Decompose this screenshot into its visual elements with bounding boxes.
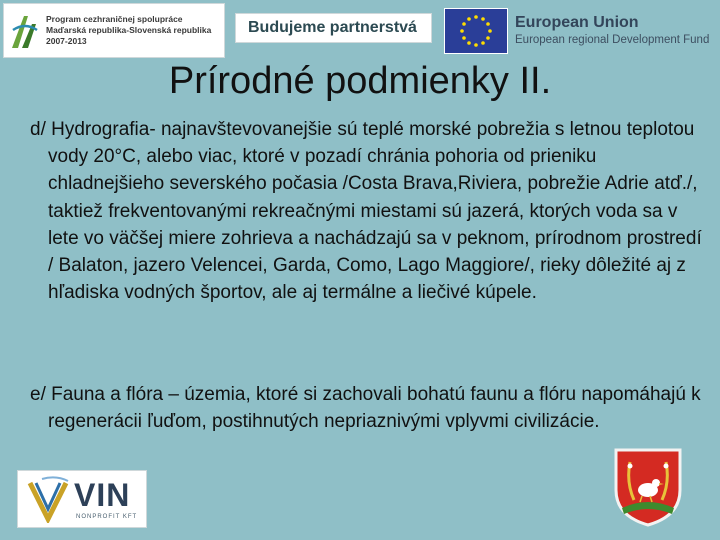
partnership-logo	[235, 13, 432, 43]
paragraph-fauna-flora: e/ Fauna a flóra – územia, ktoré si zachovali bohatú faunu a flóru napomáhajú k regenerácii ľuďom, postihnutých nepriaznivými vplyvmi civilizácie.	[30, 384, 701, 433]
paragraph-hydrography: d/ Hydrografia- najnavštevovanejšie sú teplé morské pobrežia s letnou teplotou vody 20°C, alebo viac, ktoré v pozadí chránia pohoria od prieniku chladnejšieho severského počasia /Costa Brava,Riviera, pobrežie Adrie atď./, taktiež frekventovanými rekreačnými miestami sú jazerá, ktorých voda sa v lete vo väčšej miere zohrieva a nachádzajú sa v peknom, prírodnom prostredí / Balaton, jazero Velencei, Garda, Como, Lago Maggiore/, rieky dôležité aj z hľadiska vodných športov, ale aj termálne a liečivé kúpele.	[30, 119, 702, 304]
vin-logo-word: VIN	[74, 477, 131, 513]
coat-of-arms-icon	[612, 446, 684, 528]
eu-logo-text	[515, 14, 709, 48]
program-logo-text	[46, 14, 211, 47]
vin-emblem-icon	[26, 475, 72, 523]
eu-title: European Union	[515, 14, 639, 31]
eu-subtitle: European regional Development Fund	[515, 34, 710, 46]
program-logo	[3, 3, 225, 58]
slide-title: Prírodné podmienky II.	[168, 60, 552, 102]
program-line-3: 2007-2013	[46, 36, 87, 46]
program-emblem-icon	[10, 10, 40, 52]
program-line-2: Maďarská republika-Slovenská republika	[46, 25, 212, 35]
program-line-1: Program cezhraničnej spolupráce	[46, 14, 183, 24]
vin-logo	[17, 470, 147, 528]
eu-flag-icon	[444, 8, 508, 54]
vin-logo-subtext: NONPROFIT KFT	[76, 514, 138, 520]
partnership-text: Budujeme partnerstvá	[248, 19, 417, 36]
